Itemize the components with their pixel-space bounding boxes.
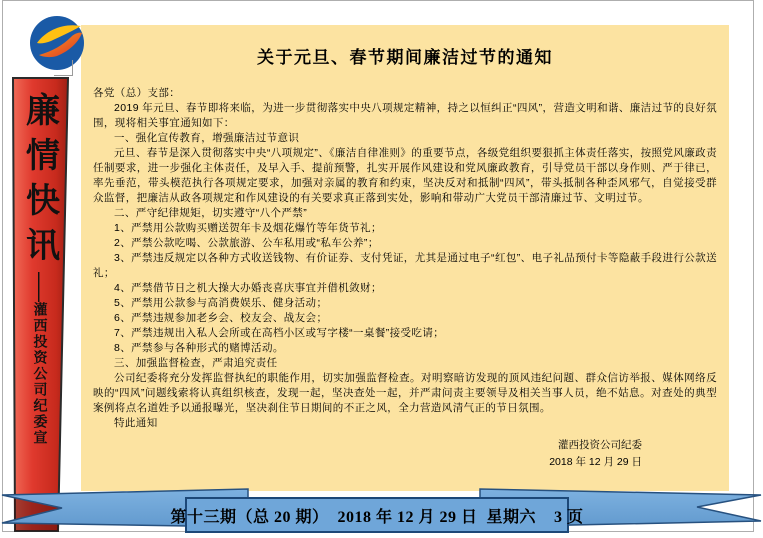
notice-list-item: 2、严禁公款吃喝、公款旅游、公车私用或“私车公养”； [114, 237, 379, 249]
notice-closing: 特此通知 [114, 417, 158, 429]
notice-document [81, 25, 729, 491]
signature: 灌西投资公司纪委 [558, 439, 642, 451]
notice-list-item: 4、严禁借节日之机大操大办婚丧喜庆事宜并借机敛财； [114, 282, 382, 294]
notice-title: 关于元旦、春节期间廉洁过节的通知 [257, 48, 553, 67]
notice-section-heading: 二、严守纪律规矩，切实遵守“八个严禁” [114, 207, 308, 219]
notice-list-item: 7、严禁违规出入私人会所或在高档小区或写字楼“一桌餐”接受吃请； [114, 327, 445, 339]
bulletin-masthead [11, 92, 67, 524]
issue-info: 第十三期（总 20 期） 2018 年 12 月 29 日 星期六 3 页 [170, 508, 584, 526]
notice-list-item: 5、严禁用公款参与高消费娱乐、健身活动； [114, 297, 328, 309]
textbox-handle-artifact [54, 60, 73, 76]
notice-list-item: 1、严禁用公款购买赠送贺年卡及烟花爆竹等年货节礼； [114, 222, 382, 234]
bulletin-subtitle-vertical: 灌西投资公司纪委宣 [31, 302, 47, 446]
salutation: 各党（总）支部： [93, 87, 181, 99]
notice-section-heading: 一、强化宣传教育，增强廉洁过节意识 [114, 132, 300, 144]
notice-list-item: 8、严禁参与各种形式的赌博活动。 [114, 342, 284, 354]
notice-paragraph: 公司纪委将充分发挥监督执纪的职能作用，切实加强监督检查。对明察暗访发现的顶风违纪问题、群众信访举报、媒体网络反映的“四风”问题线索将认真组织核查，发现一起，坚决查处一起，并严肃问责主要领导及相关当事人员，绝不姑息。对查处的典型案例将点名道姓予以通报曝光，坚决刹住节日期间的不正之风，全力营造风清气正的节日氛围。 [93, 372, 717, 414]
bulletin-title-vertical: 廉情快讯 [20, 92, 58, 272]
notice-list-item: 6、严禁违规参加老乡会、校友会、战友会； [114, 312, 328, 324]
signature-date: 2018 年 12 月 29 日 [549, 456, 642, 468]
signature-block [93, 437, 717, 471]
notice-paragraph: 元旦、春节是深入贯彻落实中央“八项规定”、《廉洁自律准则》的重要节点，各级党组织要狠抓主体责任落实，按照党风廉政责任制要求，进一步强化主体责任，及早入手、提前预警，扎实开展作风建设和党风廉政教育，引导党员干部以身作则、严于律已，率先垂范，带头模范执行各项规定要求，加强对亲属的教育和约束，坚决反对和抵制“四风”，带头抵制各种歪风邪气，自觉接受群众监督，把廉洁从政各项规定和作风建设的有关要求真正落到实处，影响和带动广大党员干部清廉过节、文明过节。 [93, 147, 717, 204]
notice-list-item: 3、严禁违反规定以各种方式收送钱物、有价证券、支付凭证，尤其是通过电子“红包”、电子礼品预付卡等隐蔽手段进行公款送礼； [93, 252, 717, 279]
masthead-dash: —— [30, 272, 48, 302]
notice-paragraph: 2019 年元旦、春节即将来临，为进一步贯彻落实中央八项规定精神，持之以恒纠正“四风”，营造文明和谐、廉洁过节的良好氛围，现将相关事宜通知如下： [93, 102, 717, 129]
notice-body [93, 86, 717, 471]
notice-section-heading: 三、加强监督检查，严肃追究责任 [114, 357, 278, 369]
